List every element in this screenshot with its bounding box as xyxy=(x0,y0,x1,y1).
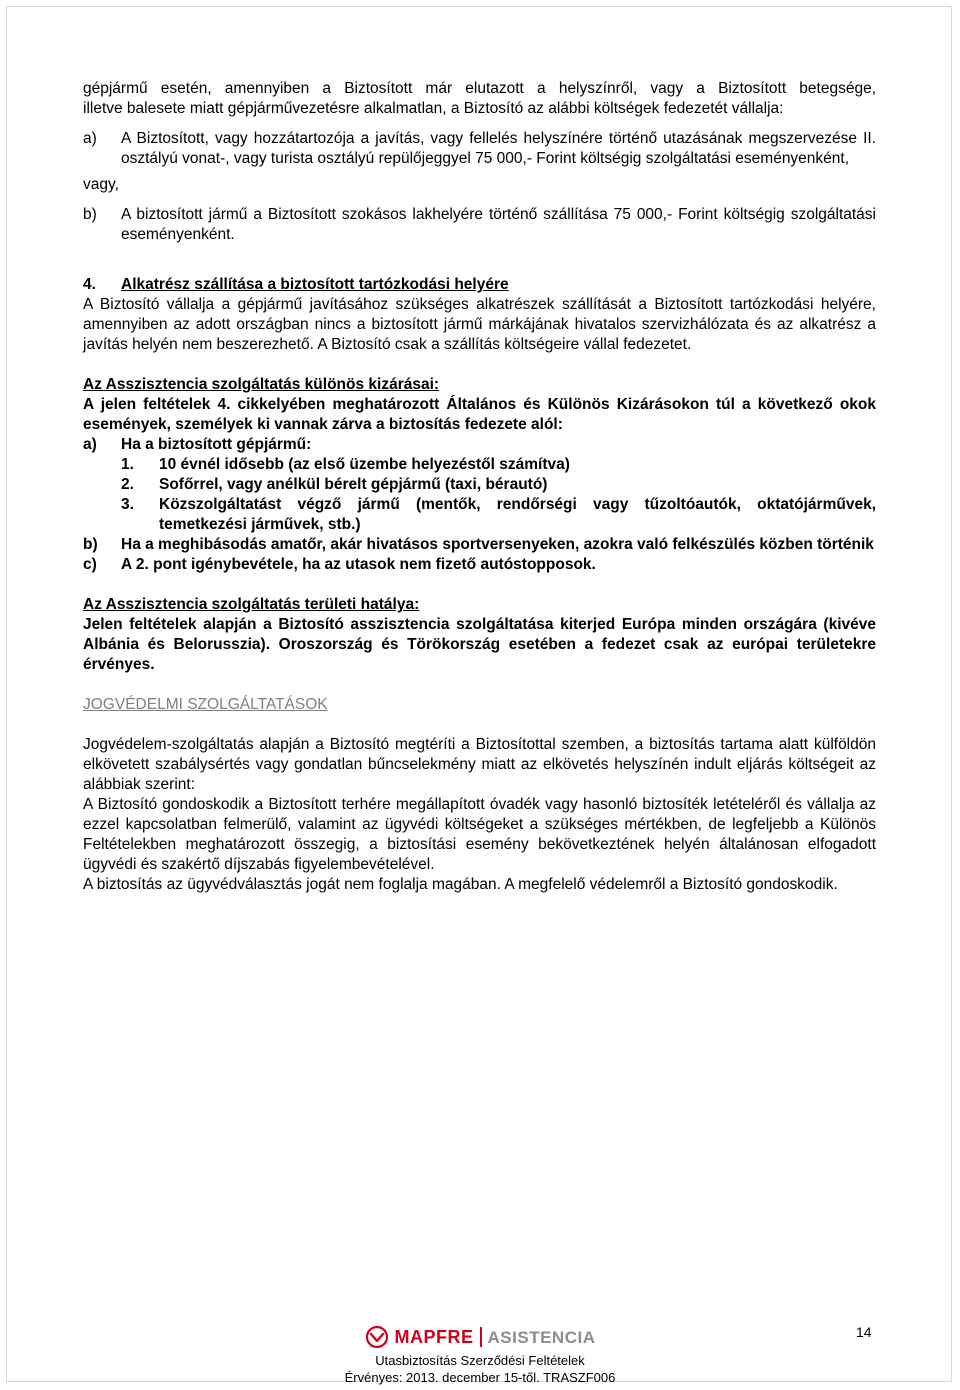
territory-heading: Az Asszisztencia szolgáltatás területi hatálya: xyxy=(83,596,420,613)
logo-divider xyxy=(480,1327,482,1347)
legal-paragraph-3: A biztosítás az ügyvédválasztás jogát nem foglalja magában. A megfelelő védelemről a Biztosító gondoskodik. xyxy=(83,876,838,893)
page-footer xyxy=(0,1322,960,1386)
logo-mapfre-text: MAPFRE xyxy=(394,1326,474,1347)
document-body xyxy=(83,79,876,895)
exclusion-b-label: b) xyxy=(83,536,98,553)
company-logo xyxy=(0,1322,960,1352)
option-a-text: A Biztosított, vagy hozzátartozója a javítás, vagy fellelés helyszínére történő utazásának megszervezése II. osztályú vonat-, vagy turista osztályú repülőjeggyel 75 000,- Forint költségig szolgáltatási eseményenként, xyxy=(121,130,876,167)
intro-line-1: gépjármű esetén, amennyiben a Biztosított már elutazott a helyszínről, vagy a Biztosított betegsége, xyxy=(83,80,876,97)
exclusion-c-text: A 2. pont igénybevétele, ha az utasok nem fizető autóstopposok. xyxy=(121,556,596,573)
or-word: vagy, xyxy=(83,176,119,193)
legal-paragraph-2: A Biztosító gondoskodik a Biztosított terhére megállapított óvadék vagy hasonló biztosíték letételéről és vállalja az ezzel kapcsolatban felmerülő, valamint az ügyvédi költségeket a szükséges mértékben, de legfeljebb a Különös Feltételekben meghatározott összegig, a biztosítási esemény bekövetkeztének helyén általánosan elfogadott ügyvédi és szakértő díjszabás figyelembevételével. xyxy=(83,796,876,873)
exclusion-item-number: 2. xyxy=(121,476,134,493)
exclusions-intro: A jelen feltételek 4. cikkelyében meghatározott Általános és Különös Kizárásokon túl a következő okok események, személyek ki vannak zárva a biztosítás fedezete alól: xyxy=(83,396,876,433)
option-b-label: b) xyxy=(83,206,97,223)
exclusion-item xyxy=(83,475,876,495)
option-b xyxy=(83,205,876,245)
mapfre-emblem-icon xyxy=(365,1325,389,1349)
exclusion-c xyxy=(83,555,876,575)
exclusion-item xyxy=(83,495,876,535)
exclusion-item-text: 10 évnél idősebb (az első üzembe helyezéstől számítva) xyxy=(159,456,570,473)
exclusion-item-number: 1. xyxy=(121,456,134,473)
section-4-title: Alkatrész szállítása a biztosított tartózkodási helyére xyxy=(121,276,509,293)
page-number: 14 xyxy=(856,1324,872,1340)
option-b-text: A biztosított jármű a Biztosított szokásos lakhelyére történő szállítása 75 000,- Forint költségig szolgáltatási eseményenként. xyxy=(121,206,876,243)
section-4-heading xyxy=(83,275,876,295)
exclusion-item-number: 3. xyxy=(121,496,134,513)
exclusion-item xyxy=(83,455,876,475)
intro-line-2: illetve balesete miatt gépjárművezetésre alkalmatlan, a Biztosító az alábbi költségek fedezetét vállalja: xyxy=(83,100,784,117)
footer-validity: Érvényes: 2013. december 15-től. TRASZF006 xyxy=(344,1370,616,1385)
exclusion-a-text: Ha a biztosított gépjármű: xyxy=(121,436,312,453)
option-a-label: a) xyxy=(83,130,97,147)
territory-text: Jelen feltételek alapján a Biztosító asszisztencia szolgáltatása kiterjed Európa minden országára (kivéve Albánia és Belorusszia). Oroszország és Törökország esetében a fedezet csak az európai területekre érvényes. xyxy=(83,616,876,673)
exclusion-item-text: Sofőrrel, vagy anélkül bérelt gépjármű (taxi, bérautó) xyxy=(159,476,548,493)
exclusion-item-text: Közszolgáltatást végző jármű (mentők, rendőrségi vagy tűzoltóautók, oktatójárművek, temetkezési járművek, stb.) xyxy=(159,496,876,533)
exclusion-a-label: a) xyxy=(83,436,97,453)
exclusion-b-text: Ha a meghibásodás amatőr, akár hivatásos sportversenyeken, azokra való felkészülés közben történik xyxy=(121,536,874,553)
logo-asistencia-text: ASISTENCIA xyxy=(487,1327,596,1347)
option-a xyxy=(83,129,876,169)
exclusion-b xyxy=(83,535,876,555)
exclusion-c-label: c) xyxy=(83,556,97,573)
exclusion-a xyxy=(83,435,876,455)
section-4-body: A Biztosító vállalja a gépjármű javításához szükséges alkatrészek szállítását a Biztosított tartózkodási helyére, amennyiben az adott országban nincs a biztosított jármű márkájának hivatalos szervizhálózata és az alkatrész a javítás helyén nem beszerezhető. A Biztosító csak a szállítás költségeire vállal fedezetet. xyxy=(83,296,876,353)
legal-paragraph-1: Jogvédelem-szolgáltatás alapján a Biztosító megtéríti a Biztosítottal szemben, a biztosítás tartama alatt külföldön elkövetett szabálysértés vagy gondatlan bűncselekmény miatt az elkövetés helyszínén indult eljárás költségeit az alábbiak szerint: xyxy=(83,736,876,793)
footer-title: Utasbiztosítás Szerződési Feltételek xyxy=(375,1353,585,1368)
section-4-number: 4. xyxy=(83,276,96,293)
exclusions-heading: Az Asszisztencia szolgáltatás különös kizárásai: xyxy=(83,376,440,393)
legal-heading: JOGVÉDELMI SZOLGÁLTATÁSOK xyxy=(83,696,328,713)
